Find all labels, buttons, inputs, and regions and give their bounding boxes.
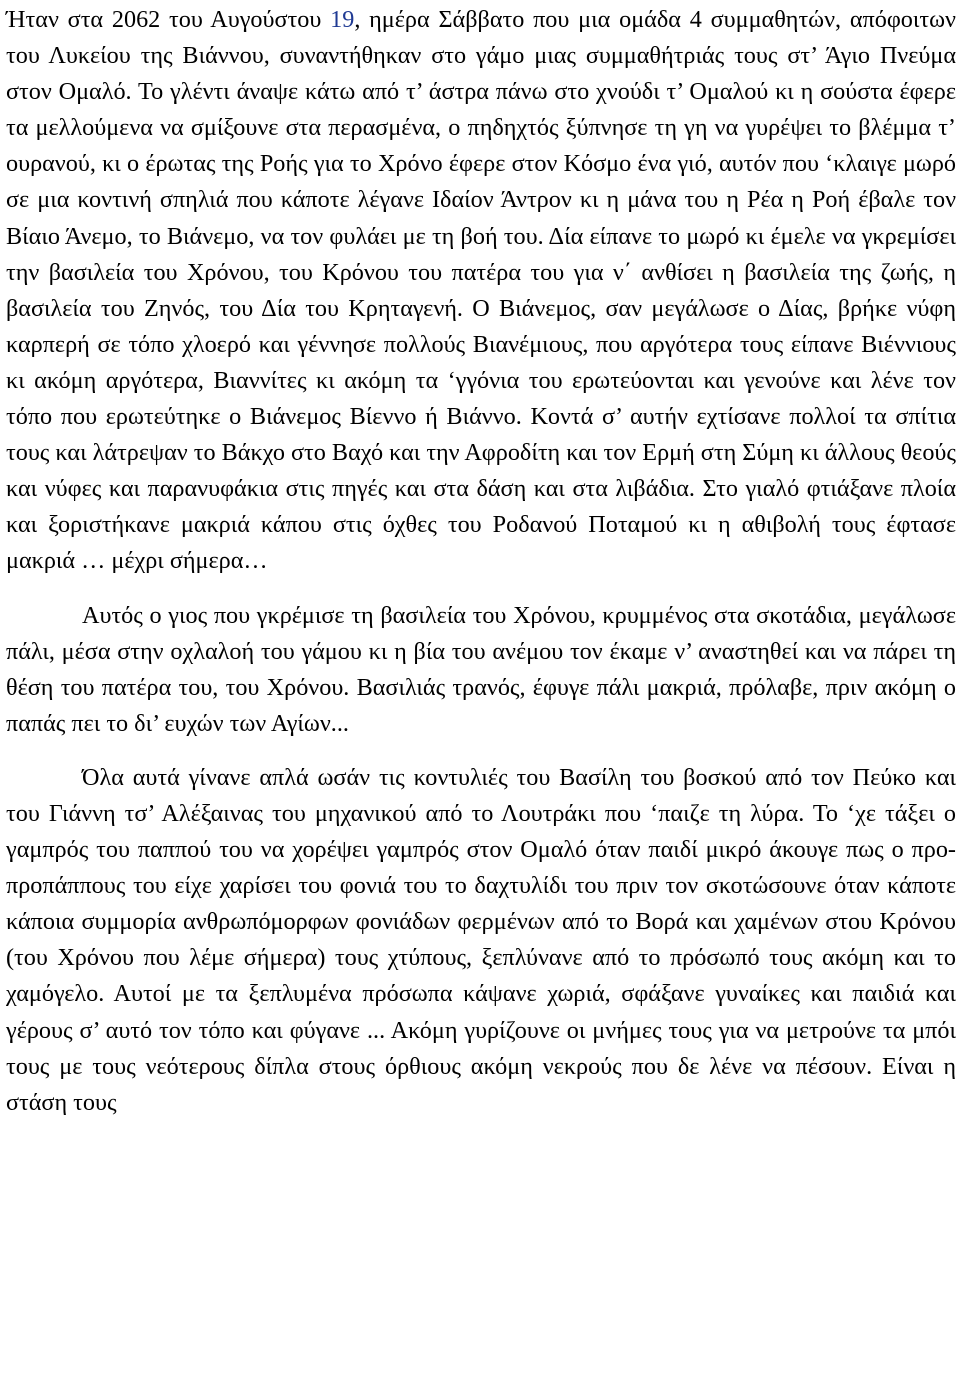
paragraph-2: Αυτός ο γιος που γκρέμισε τη βασιλεία του Χρόνου, κρυμμένος στα σκοτάδια, μεγάλωσε πάλι, μέσα στην οχλαλοή του γάμου κι η βία του ανέμου τον έκαμε ν’ αναστηθεί και να πάρει τη θέση του πατέρα του, του Χρόνου. Βασιλιάς τρανός, έφυγε πάλι μακριά, πρόλαβε, πριν ακόμη ο παπάς πει το δι’ ευχών των Αγίων... <box>6 601 956 737</box>
document-page <box>6 2 956 1121</box>
paragraph-1-text: , ημέρα Σάββατο που μια ομάδα 4 συμμαθητών, απόφοιτων του Λυκείου της Βιάννου, συναντήθηκαν στο γάμο μιας συμμαθήτριάς τους στ’ Άγιο Πνεύμα στον Ομαλό. Το γλέντι άναψε κάτω από τ’ άστρα πάνω στο χνούδι τ’ Ομαλού κι η σούστα έφερε τα μελλούμενα να σμίξουνε στα περασμένα, ο πηδηχτός ξύπνησε τη γη να γυρέψει το βλέμμα τ’ ουρανού, κι ο έρωτας της Ροής για το Χρόνο έφερε στον Κόσμο ένα γιό, αυτόν που ‘κλαιγε μωρό σε μια κοντινή σπηλιά που κάποτε λέγανε Ιδαίον Άντρον κι η μάνα του η Ρέα η Ροή έβαλε τον Βίαιο Άνεμο, το Βιάνεμο, να τον φυλάει με τη βοή του. Δία είπανε το μωρό κι έμελε να γκρεμίσει την βασιλεία του Χρόνου, του Κρόνου του πατέρα του για ν΄ ανθίσει η βασιλεία της ζωής, η βασιλεία του Ζηνός, του Δία του Κρηταγενή. Ο Βιάνεμος, σαν μεγάλωσε ο Δίας, βρήκε νύφη καρπερή σε τόπο χλοερό και γέννησε πολλούς Βιανέμιους, που αργότερα τους είπανε Βιέννιους κι ακόμη αργότερα, Βιαννίτες κι ακόμη τα ‘γγόνια του ερωτεύονται και γενούνε και λένε τον τόπο που ερωτεύτηκε ο Βιάνεμος Βίεννο ή Βιάννο. Κοντά σ’ αυτήν εχτίσανε πολλοί τα σπίτια τους και λάτρεψαν το Βάκχο στο Βαχό και την Αφροδίτη και τον Ερμή στη Σύμη κι άλλους θεούς και νύφες και παρανυφάκια στις πηγές και στα δάση και στα λιβάδια. Στο γιαλό φτιάξανε πλοία και ξοριστήκανε μακριά κάπου στις όχθες του Ροδανού Ποταμού κι η αθιβολή τους έφτασε μακριά … μέχρι σήμερα… <box>6 6 956 575</box>
paragraph-3: Όλα αυτά γίνανε απλά ωσάν τις κοντυλιές του Βασίλη του βοσκού από τον Πεύκο και του Γιάννη τσ’ Αλέξαινας του μηχανικού από το Λουτράκι που ‘παιζε τη λύρα. Το ‘χε τάξει ο γαμπρός του παππού του να χορέψει γαμπρός στον Ομαλό όταν παιδί μικρό άκουγε πως ο προ-προπάππους του είχε χαρίσει του φονιά του το δαχτυλίδι του πριν τον σκοτώσουνε όταν κάποτε κάποια συμμορία ανθρωπόμορφων φονιάδων φερμένων από το Βορά και χαμένων στου Κρόνου (του Χρόνου που λέμε σήμερα) τους χτύπους, ξεπλύνανε από το πρόσωπό τους ακόμη και το χαμόγελο. Αυτοί με τα ξεπλυμένα πρόσωπα κάψανε χωριά, σφάξανε γυναίκες και παιδιά και γέρους σ’ αυτό τον τόπο και φύγανε ... Ακόμη γυρίζουνε οι μνήμες τους για να μετρούνε τα μπόι τους με τους νεότερους δίπλα στους όρθιους ακόμη νεκρούς που δε λένε να πέσουν. Είναι η στάση τους <box>6 763 956 1116</box>
day-number: 19 <box>330 6 355 33</box>
paragraph-1 <box>6 2 956 580</box>
paragraph-1-lead: Ήταν στα 2062 του Αυγούστου <box>6 6 331 33</box>
